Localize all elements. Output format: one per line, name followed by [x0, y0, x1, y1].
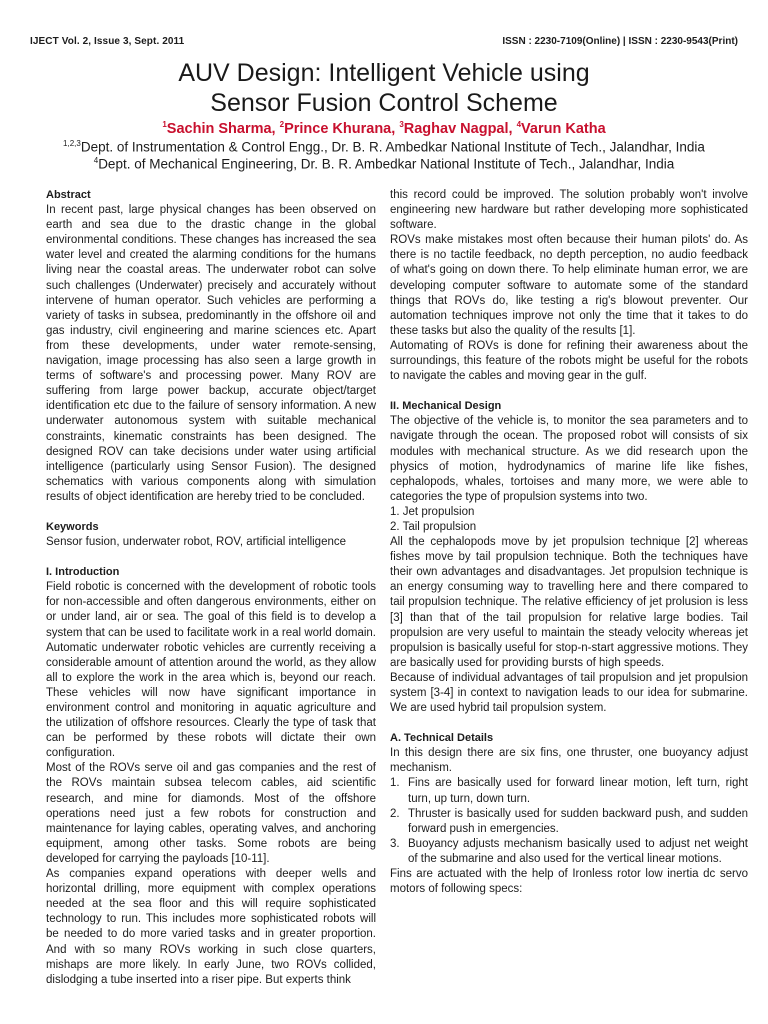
- introduction-paragraph-1: Field robotic is concerned with the development of robotic tools for non-accessible and often dangerous environments, either on or under land, air or sea. The goal of this field is to develop a system that can be used to facilitate work in a real world domain. Automatic underwater robotic vehicles are currently receiving a considerable amount of attention around the world, as they allow all to explore the work in the area which is, beyond our reach. These vehicles will now have significant importance in environment control and monitoring in aquatic agriculture and the utilization of offshore resources. Clearly the type of task that can be performed by these robots will dictate their own configuration.: [46, 581, 376, 760]
- keywords-heading: Keywords: [46, 520, 99, 533]
- affiliation-2: [0, 156, 768, 172]
- author-3: Raghav Nagpal,: [403, 120, 517, 137]
- list-item: [390, 807, 748, 837]
- mechanical-paragraph-2: All the cephalopods move by jet propulsion technique [2] whereas fishes move by tail propulsion technique. Both the techniques have their own advantages and disadvantages. Jet propulsion technique is an energy consuming way to travelling here and there compared to tail propulsion technique. The relative efficiency of jet prolusion is less [3] than that of the tail propulsion for relative large bodies. Tail propulsion are very useful to maintain the steady velocity whereas jet propulsion is basically useful for stop-n-start aggressive motions. They are basically used for providing bursts of high speeds.: [390, 536, 748, 669]
- introduction-heading: I. Introduction: [46, 566, 120, 579]
- affiliation-1-sup: 1,2,3: [63, 139, 81, 148]
- left-column: [46, 188, 376, 988]
- author-4: Varun Katha: [521, 120, 606, 137]
- abstract-heading: Abstract: [46, 189, 91, 201]
- list-item-text: Thruster is basically used for sudden backward push, and sudden forward push in emergencies.: [408, 807, 748, 835]
- technical-details-heading: A. Technical Details: [390, 732, 494, 745]
- affiliation-2-text: Dept. of Mechanical Engineering, Dr. B. R. Ambedkar National Institute of Tech., Jalandhar, India: [98, 156, 675, 172]
- author-2: Prince Khurana,: [284, 120, 400, 137]
- author-2-sup: 2: [279, 120, 285, 129]
- affiliation-2-sup: 4: [93, 156, 99, 165]
- mechanical-design-heading: II. Mechanical Design: [390, 400, 502, 413]
- list-item: [390, 776, 748, 806]
- introduction-paragraph-2: Most of the ROVs serve oil and gas companies and the rest of the ROVs maintain subsea telecom cables, aid scientific research, and mine for diamonds. Most of the offshore operations need just a few robots for construction and maintenance for laying cables, operating valves, and anchoring equipment, among other tasks. Some robots are being developed for carrying the payloads [10-11].: [46, 762, 376, 865]
- propulsion-list-item-1: 1. Jet propulsion: [390, 505, 475, 518]
- right-paragraph-1: this record could be improved. The solution probably won't involve engineering new hardware but rather developing more sophisticated software.: [390, 189, 748, 232]
- paper-title: [0, 58, 768, 118]
- list-item-number: 3.: [390, 837, 400, 850]
- author-4-sup: 4: [516, 120, 522, 129]
- technical-paragraph-2: Fins are actuated with the help of Ironless rotor low inertia dc servo motors of following specs:: [390, 868, 748, 896]
- title-line-1: AUV Design: Intelligent Vehicle using: [178, 59, 590, 87]
- list-item: [390, 837, 748, 867]
- author-list: [0, 120, 768, 137]
- propulsion-list-item-2: 2. Tail propulsion: [390, 520, 477, 533]
- issn-header: ISSN : 2230-7109(Online) | ISSN : 2230-9543(Print): [502, 36, 738, 47]
- right-paragraph-3: Automating of ROVs is done for refining their awareness about the surroundings, this feature of the robots might be useful for the robots to navigate the cables and moving gear in the gulf.: [390, 339, 748, 383]
- list-item-text: Fins are basically used for forward linear motion, left turn, right turn, up turn, down turn.: [408, 777, 748, 805]
- mechanical-paragraph-1: The objective of the vehicle is, to monitor the sea parameters and to navigate through the ocean. The proposed robot will consists of six modules with mechanical structure. As we did research upon the physics of motion, hydrodynamics of marine life like fishes, cephalopods, whales, tortoises and many more, we were able to categories the type of propulsion systems into two.: [390, 415, 748, 503]
- list-item-number: 2.: [390, 807, 400, 820]
- affiliation-1: [0, 139, 768, 155]
- right-paragraph-2: ROVs make mistakes most often because their human pilots' do. As there is no tactile feedback, no depth perception, no audio feedback of what's going on down there. To help eliminate human error, we are developing computer software to automate some of the standard things that ROVs do, like testing a rig's blowout preventer. Our automation techniques improve not only the time that it takes to do these tasks but also the quality of the results [1].: [390, 234, 748, 337]
- abstract-text: In recent past, large physical changes has been observed on earth and sea due to the drastic change in the global environmental conditions. These changes has increased the sea water level and created the alarming conditions for the humans living near the coastal areas. The underwater robot can solve such challenges (Underwater) precisely and accurately without intervene of human operator. Such vehicles are performing a variety of tasks in subsea, predominantly in the offshore oil and gas industry, civil engineering and marine sciences etc. Apart from these developments, under water remote-sensing, navigation, image processing has also seen a large growth in terms of software's and processing power. Many ROV are suffering from large power backup, accurate object/target identification etc due to the failure of sensory information. A new underwater autonomous system with suitable mechanical constraints, kinematic constraints has been designed. The designed ROV can take decisions under water using artificial intelligence (particularly using Sensor Fusion). The designed schematics with various components along with simulation results of object identification are hereby tried to be concluded.: [46, 204, 376, 503]
- title-line-2: Sensor Fusion Control Scheme: [210, 89, 558, 117]
- author-1-sup: 1: [162, 120, 167, 129]
- author-3-sup: 3: [399, 120, 404, 129]
- technical-paragraph-1: In this design there are six fins, one thruster, one buoyancy adjust mechanism.: [390, 747, 748, 775]
- list-item-text: Buoyancy adjusts mechanism basically used to adjust net weight of the submarine and also used for the vertical linear motions.: [408, 837, 748, 865]
- list-item-number: 1.: [390, 777, 400, 790]
- introduction-paragraph-3: As companies expand operations with deeper wells and horizontal drilling, more equipment with complex operations needed at the sea floor and this will require sophisticated technology to run. This includes more sophisticated robots will be needed to do more varied tasks and in greater proportion. And with so many ROVs working in such close quarters, mishaps are more likely. In early June, two ROVs collided, dislodging a tube inserted into a riser pipe. But experts think: [46, 868, 376, 986]
- keywords-text: Sensor fusion, underwater robot, ROV, artificial intelligence: [46, 536, 347, 549]
- mechanical-paragraph-3: Because of individual advantages of tail propulsion and jet propulsion system [3-4] in context to navigation leads to our idea for submarine. We are used hybrid tail propulsion system.: [390, 671, 748, 715]
- author-1: Sachin Sharma,: [166, 120, 280, 137]
- journal-header: IJECT Vol. 2, Issue 3, Sept. 2011: [30, 36, 185, 47]
- affiliation-1-text: Dept. of Instrumentation & Control Engg., Dr. B. R. Ambedkar National Institute of Tech., Jalandhar, India: [80, 139, 705, 155]
- right-column: [390, 188, 748, 897]
